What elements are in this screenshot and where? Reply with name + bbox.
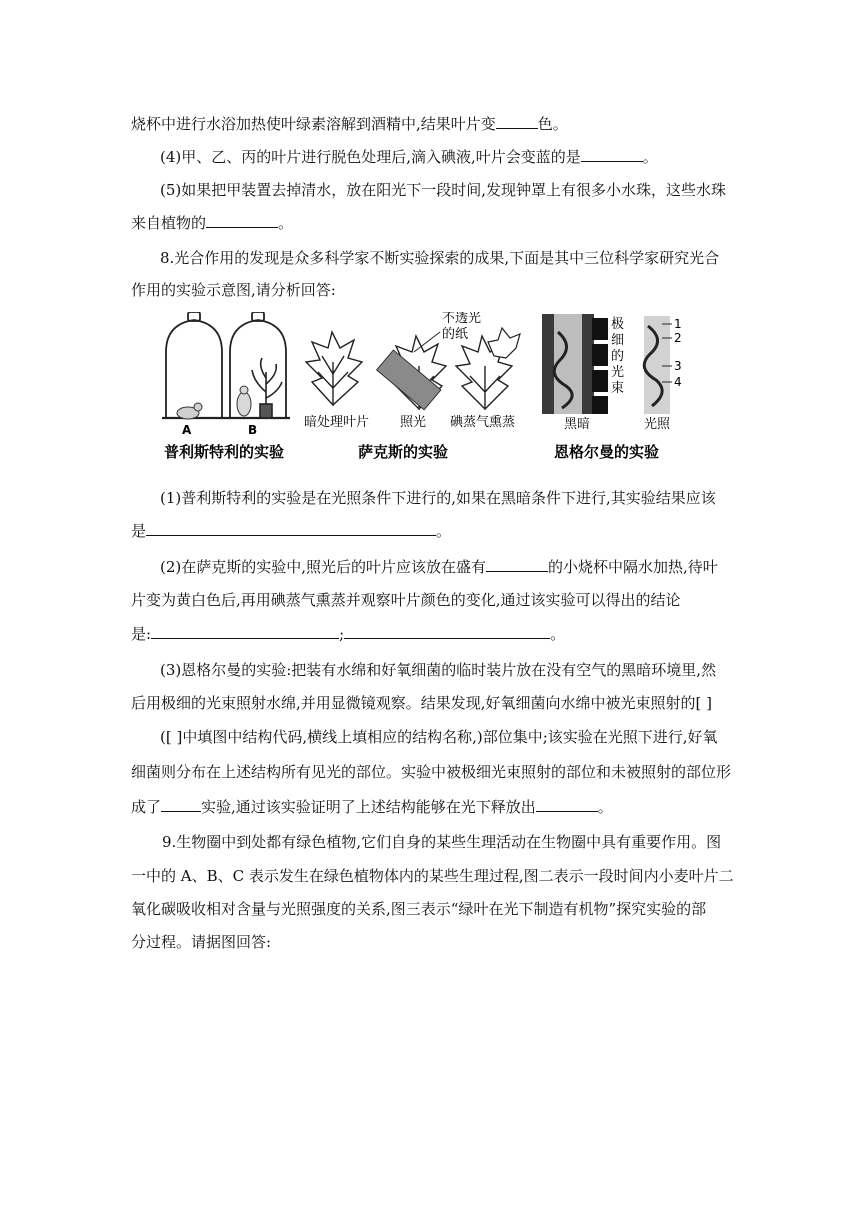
- question-9-cont: [131, 899, 706, 919]
- mouse-icon: [177, 403, 202, 419]
- sachs-step-label: 暗处理叶片: [304, 415, 370, 430]
- answer-blank[interactable]: [206, 212, 278, 228]
- answer-blank[interactable]: [486, 556, 548, 572]
- paper-label: 的纸: [442, 327, 469, 342]
- question-text: 分过程。请据图回答:: [131, 933, 272, 951]
- question-text: ([ ]中填图中结构代码,横线上填相应的结构名称,)部位集中;该实验在光照下进行,好氧: [160, 728, 718, 746]
- priestley-bell-jars: [162, 312, 290, 418]
- question-text: 氧化碳吸收相对含量与光照强度的关系,图三表示“绿叶在光下制造有机物”探究实验的部: [131, 900, 707, 918]
- beam-block: [592, 344, 608, 366]
- text-segment: 烧杯中进行水浴加热使叶绿素溶解到酒精中,结果叶片变: [131, 115, 496, 133]
- question-text: 。: [436, 522, 452, 540]
- beam-block: [592, 318, 608, 340]
- plant-icon: [252, 358, 282, 418]
- structure-number: 4: [674, 375, 682, 389]
- answer-blank[interactable]: [151, 623, 339, 639]
- engelmann-step-label: 光照: [644, 417, 671, 432]
- question-text: 是:: [131, 625, 152, 643]
- answer-blank[interactable]: [344, 623, 550, 639]
- question-text: 后用极细的光束照射水绵,并用显微镜观察。结果发现,好氧细菌向水绵中被光束照射的[ ]: [131, 694, 713, 712]
- question-text: 作用的实验示意图,请分析回答:: [131, 281, 336, 299]
- question-text: (2)在萨克斯的实验中,照光后的叶片应该放在盛有: [160, 558, 487, 576]
- question-8-3-cont: [160, 727, 718, 747]
- question-text: (3)恩格尔曼的实验:把装有水绵和好氧细菌的临时装片放在没有空气的黑暗环境里,然: [160, 661, 717, 679]
- question-8-cont: [131, 280, 336, 300]
- answer-blank[interactable]: [581, 146, 643, 162]
- priestley-caption: 普利斯特利的实验: [164, 443, 285, 461]
- question-text: (4)甲、乙、丙的叶片进行脱色处理后,滴入碘液,叶片会变蓝的是: [160, 148, 581, 166]
- text-segment: 色。: [537, 115, 568, 133]
- answer-blank[interactable]: [536, 796, 598, 812]
- structure-number: 1: [674, 317, 682, 331]
- question-text: 来自植物的: [131, 214, 207, 232]
- text-line: [131, 113, 568, 134]
- question-4: [160, 146, 658, 167]
- question-9-cont: [131, 866, 734, 886]
- question-text: 实验,通过该实验证明了上述结构能够在光下释放出: [201, 798, 536, 816]
- question-text: (5)如果把甲装置去掉清水，放在阳光下一段时间,发现钟罩上有很多小水珠，这些水珠: [160, 181, 727, 199]
- question-text: (1)普利斯特利的实验是在光照条件下进行的,如果在黑暗条件下进行,其实验结果应该: [160, 489, 716, 507]
- beam-label-char: 细: [611, 333, 625, 348]
- question-8: [160, 248, 719, 268]
- sachs-step-label: 碘蒸气熏蒸: [450, 415, 516, 430]
- leaf-icon: [306, 332, 362, 406]
- engelmann-step-label: 黑暗: [564, 417, 591, 432]
- question-text: 。: [642, 148, 658, 166]
- question-text: 8.光合作用的发现是众多科学家不断实验探索的成果,下面是其中三位科学家研究光合: [160, 249, 720, 267]
- answer-blank[interactable]: [146, 520, 436, 536]
- question-5-cont: [131, 212, 293, 233]
- question-8-3-cont: [131, 693, 712, 713]
- question-text: 片变为黄白色后,再用碘蒸气熏蒸并观察叶片颜色的变化,通过该实验可以得出的结论: [131, 591, 681, 609]
- question-8-2-cont: [131, 623, 565, 644]
- question-9: [162, 832, 721, 852]
- jar-b-label: B: [248, 423, 258, 437]
- question-8-3-cont: [131, 762, 731, 782]
- beam-block: [592, 370, 608, 392]
- beam-label-char: 光: [611, 365, 625, 380]
- leaf-icon: [488, 328, 520, 358]
- experiment-figure: [162, 312, 682, 470]
- question-text: 是: [131, 522, 147, 540]
- question-8-3: [160, 660, 716, 680]
- beam-label-char: 的: [611, 349, 625, 364]
- structure-number: 3: [674, 359, 682, 373]
- beam-label-char: 极: [611, 317, 625, 332]
- answer-blank[interactable]: [496, 113, 538, 129]
- engelmann-caption: 恩格尔曼的实验: [554, 443, 660, 461]
- question-text: 。: [597, 798, 613, 816]
- question-text: 9.生物圈中到处都有绿色植物,它们自身的某些生理活动在生物圈中具有重要作用。图: [162, 833, 722, 851]
- question-8-1: [160, 488, 716, 508]
- jar-a-label: A: [182, 423, 192, 437]
- question-8-2: [160, 556, 718, 577]
- question-5: [160, 180, 726, 200]
- mouse-icon: [237, 386, 251, 416]
- question-text: 一中的 A、B、C 表示发生在绿色植物体内的某些生理过程,图二表示一段时间内小麦叶片二: [131, 867, 734, 885]
- beam-block: [592, 396, 608, 414]
- question-text: 。: [278, 214, 294, 232]
- question-text: 的小烧杯中隔水加热,待叶: [548, 558, 718, 576]
- question-text: 成了: [131, 798, 162, 816]
- question-9-cont: [131, 932, 271, 952]
- question-text: ;: [339, 625, 345, 643]
- question-8-2-cont: [131, 590, 681, 610]
- question-text: 细菌则分布在上述结构所有见光的部位。实验中被极细光束照射的部位和未被照射的部位形: [131, 763, 732, 781]
- beam-label-char: 束: [611, 381, 625, 396]
- question-8-1-cont: [131, 520, 451, 541]
- sachs-step-label: 照光: [400, 415, 427, 430]
- question-text: 。: [550, 625, 566, 643]
- paper-label: 不透光: [442, 312, 482, 326]
- answer-blank[interactable]: [161, 796, 201, 812]
- structure-number: 2: [674, 331, 682, 345]
- question-8-3-cont: [131, 796, 613, 817]
- sachs-caption: 萨克斯的实验: [358, 443, 449, 461]
